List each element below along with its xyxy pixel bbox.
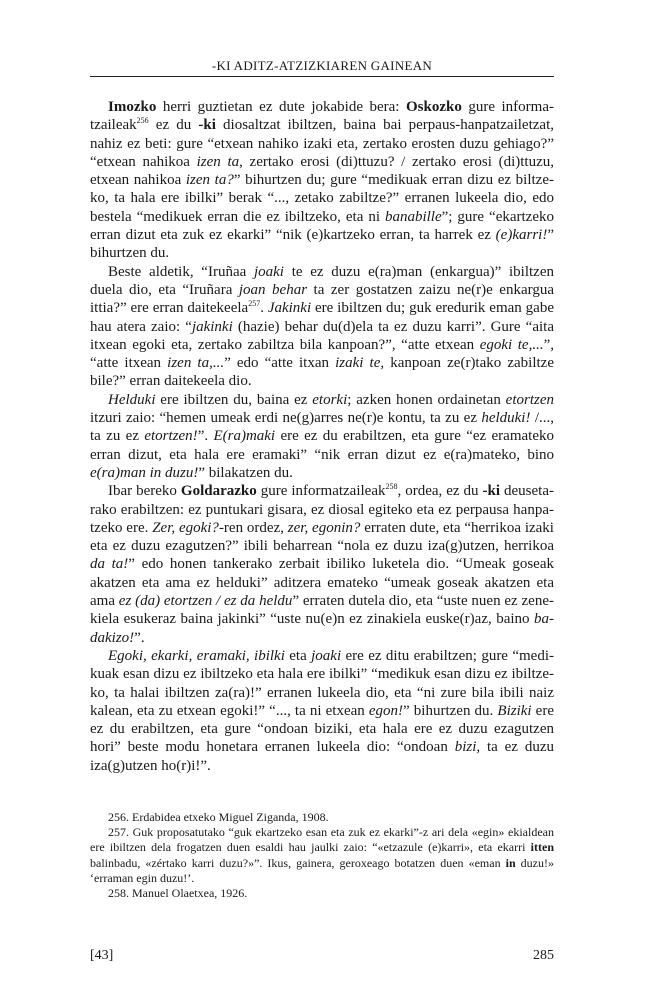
text-run: ta zer gostatzen zaizu ne(r)e enkargua ittia?” ere erran daitekeela <box>90 281 555 317</box>
text-run: ez (da) etortzen / ez da heldu <box>118 593 293 610</box>
text-run: ” edo “atte itxan <box>224 355 336 372</box>
text-run: egon! <box>368 702 404 719</box>
text-run: izen ta,... <box>167 355 225 372</box>
text-run: -ki <box>198 117 216 134</box>
body-paragraph <box>90 647 554 775</box>
text-run: ere ibiltzen du; guk eredurik eman gabe hau atera zaio: “ <box>90 300 554 335</box>
text-run: /..., ta zu ez <box>90 410 554 445</box>
text-run: ” erraten dutela dio, eta “uste nuen ez zenekiela esukeraz baina jakinki” “uste nu(e)n ez zinakiela euske(r)az, baino <box>90 593 554 628</box>
text-run: ” bihurtzen du; gure “medikuak erran dizu ez biltzeko, ta hala ere ibilki” berak “..., zetako zabiltze?” erranen lukeela dio, edo bestela “medikuek erran die ez ibiltzeko, eta ni <box>90 172 554 225</box>
running-header: -KI ADITZ-ATZIZKIAREN GAINEAN <box>90 58 554 77</box>
body-paragraph <box>90 482 554 647</box>
text-run: Beste aldetik, “Iruñaa <box>108 263 254 280</box>
body-paragraph <box>90 263 554 391</box>
text-run: -ki <box>482 483 501 500</box>
footnote <box>90 886 554 901</box>
body-text <box>90 98 554 775</box>
text-run: (hazie) behar du(d)ela ta ez duzu karri”. Gure “aita itxean egoki eta, zertako zabiltza bila kanpoan?”, “atte etxean <box>90 318 554 353</box>
text-run: da ta! <box>90 556 129 573</box>
text-run: ” bihurtzen du. <box>403 702 498 719</box>
text-run: ”; gure “ekartzeko erran dizut eta zuk ez ekarki” “nik (e)kartzeko erran, ta harrek ez <box>90 208 554 244</box>
text-run: 257. Guk proposatutako “guk ekartzeko esan eta zuk ez ekarki”-z ari dela «egin» ekialdean ere ibiltzen dela frogatzen duen esaldi hau jaulki zaio: “«etzazule (e)karri», eta ekarri <box>90 825 554 855</box>
text-run: egoki te,... <box>479 336 544 353</box>
text-run: ere ez du erabiltzen, eta gure “ondoan biziki, eta hala ere ez duzu ezagutzen hori” beste modu honetara erranen lukeela dio: “ondoan <box>90 702 554 756</box>
text-run: . <box>260 300 268 317</box>
text-run: ere ibiltzen du, baina ez <box>155 391 313 408</box>
text-run: 258. Manuel Olaetxea, 1926. <box>108 886 248 901</box>
text-run: erraten dute, eta “herrikoa izaki eta ez duzu ezagutzen?” ibili beharrean “nola ez duzu iza(g)utzen, herrikoa <box>90 519 554 555</box>
text-run: e(ra)man in duzu! <box>90 464 199 481</box>
text-run: (e)karri! <box>495 227 548 244</box>
body-paragraph <box>90 391 554 482</box>
text-run: , ordea, ez du <box>397 483 483 500</box>
footer-section-number: [43] <box>90 948 114 963</box>
text-run: kanpoan ze(r)tako zabiltze bile?” erran daitekeela dio. <box>90 355 554 390</box>
text-run: izaki te, <box>335 355 385 372</box>
text-run: -ren ordez, <box>218 519 288 536</box>
text-run: eta <box>284 647 312 664</box>
text-run: deusetarako erabiltzen: ez puntukari gisara, ez diosal egiteko eta ez perpausa hanpatzeko ere. <box>90 483 554 536</box>
text-run: izen ta? <box>185 172 234 189</box>
text-run: helduki! <box>481 410 531 427</box>
text-run: Ibar bereko <box>108 483 181 500</box>
text-run: ”. <box>134 629 145 646</box>
text-run: Egoki, ekarki, eramaki, ibilki <box>108 647 285 664</box>
text-run: itzuri zaio: “hemen umeak erdi ne(g)arres ne(r)e kontu, ta zu ez <box>90 410 482 427</box>
text-run: ” edo honen tankerako zerbait ibiliko luketela dio. “Umeak goseak akatzen eta ama ez helduki” aditzera emateko “umeak goseak akatzen eta ama <box>90 556 554 610</box>
text-run: zertako erosi (di)ttuzu? / zertako erosi (di)ttuzu, etxean nahikoa <box>90 153 554 189</box>
text-run: joaki <box>253 263 284 280</box>
text-run: Biziki <box>497 702 532 719</box>
body-paragraph <box>90 98 554 263</box>
text-run: banabille <box>384 208 442 225</box>
text-run: Jakinki <box>267 300 312 317</box>
footnotes <box>90 810 554 901</box>
text-run: duzu!» ‘erraman egin duzu!’. <box>90 855 554 885</box>
text-run: gure informatzaileak <box>256 483 386 500</box>
footnote <box>90 810 554 825</box>
text-run: ”, “atte itxean <box>90 336 554 372</box>
text-run: ta ez duzu iza(g)utzen ho(r)i!”. <box>90 739 554 774</box>
text-run: balinbadu, «zértako karri duzu?»”. Ikus, gainera, geroxeago botatzen duen «eman <box>90 855 506 870</box>
text-run: ; azken honen ordainetan <box>347 391 506 408</box>
text-run: in <box>505 855 516 870</box>
text-run: etorki <box>312 391 348 408</box>
text-run: etortzen! <box>144 428 198 445</box>
text-run: Zer, egoki? <box>152 519 219 536</box>
text-run: ere ez du erabiltzen, eta gure “ez eramateko erran dizut, eta hala ere eramaki” “nik erran dizut ez e(ra)mateko, bino <box>90 428 554 463</box>
text-run: E(ra)maki <box>213 428 276 445</box>
text-run: joan behar <box>238 281 308 298</box>
text-run: te ez duzu e(ra)man (enkargua)” ibiltzen duela dio, eta “Iruñara <box>90 263 554 298</box>
text-run: zer, egonin? <box>287 519 361 536</box>
text-run: herri guztietan ez dute jokabide bera: <box>156 99 406 115</box>
text-run: izen ta, <box>196 153 243 170</box>
text-run: gure informatzaileak <box>90 99 555 134</box>
footnote-ref[interactable]: 256 <box>136 116 149 126</box>
text-run: Imozko <box>108 99 157 115</box>
text-run: badakizo! <box>90 611 554 646</box>
text-run: ”. <box>197 428 214 445</box>
text-run: itten <box>530 840 554 855</box>
text-run: etortzen <box>505 391 554 408</box>
text-run: joaki <box>311 647 342 664</box>
text-run: diosaltzat ibiltzen, baina bai perpaus-hanpatzailetzat, nahiz ez beti: gure “etxean nahiko izaki eta, zertako erosten duzu gehiago?” “etxean nahikoa <box>90 117 554 170</box>
page-number: 285 <box>533 948 554 963</box>
footnote <box>90 825 554 886</box>
text-run: ” bihurtzen du. <box>90 227 554 262</box>
text-run: Helduki <box>108 391 156 408</box>
text-run: ” bilakatzen du. <box>198 464 293 481</box>
text-run: ez du <box>148 117 199 134</box>
text-run: ere ez ditu erabiltzen; gure “medikuak esan dizu ez ibiltzeko eta hala ere ibilki” “medikuk esan dizu ez ibiltzeko, ta halai ibiltzen za(ra)!” erranen lukeela dio, eta “ni zure bila ibili naiz kalean, eta zu etxean egoki!” “..., ta ni etxean <box>90 647 555 719</box>
footnote-ref[interactable]: 257 <box>248 299 261 309</box>
text-run: bizi, <box>454 739 481 756</box>
text-run: jakinki <box>191 318 233 335</box>
text-run: 256. Erdabidea etxeko Miguel Ziganda, 1908. <box>108 810 329 824</box>
footnote-ref[interactable]: 258 <box>385 482 398 492</box>
text-run: Goldarazko <box>180 483 257 500</box>
text-run: Oskozko <box>405 99 462 115</box>
